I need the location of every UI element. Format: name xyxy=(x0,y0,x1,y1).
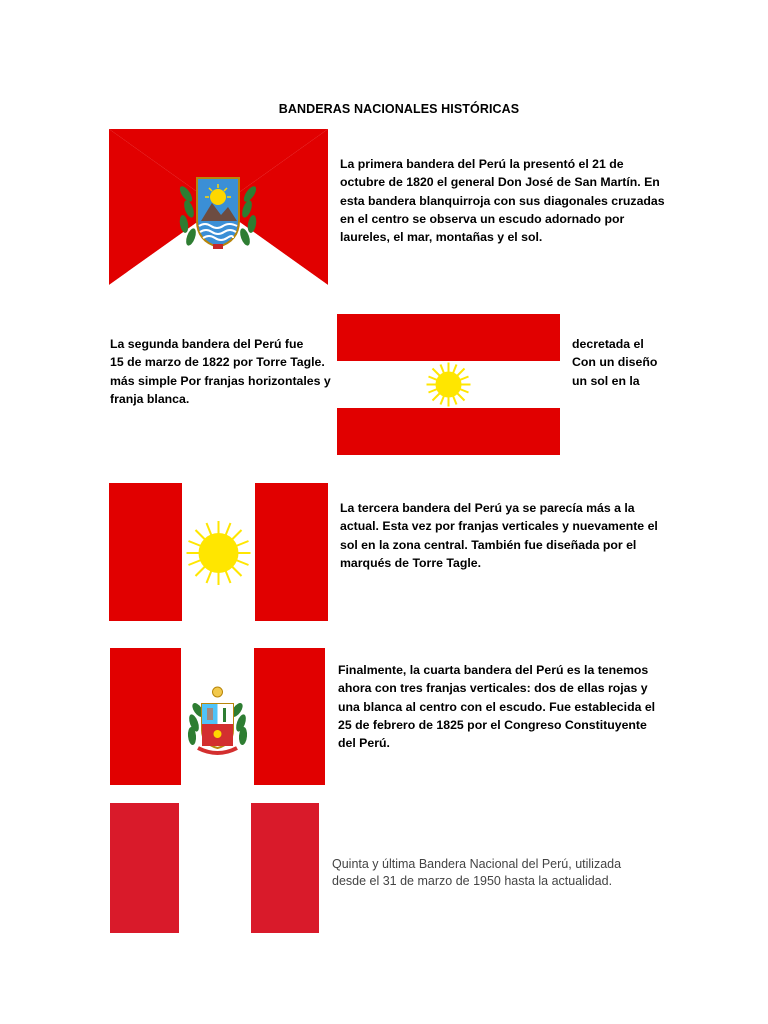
first-flag-description xyxy=(340,155,670,246)
text-line: 25 de febrero de 1825 por el Congreso Constituyente xyxy=(338,717,647,732)
text-line: decretada el xyxy=(572,337,644,351)
text-line: 15 de marzo de 1822 por Torre Tagle. xyxy=(110,355,325,370)
text-line: actual. Esta vez por franjas verticales y nuevamente el xyxy=(340,519,658,534)
text-line: esta bandera blanquirroja con sus diagonales cruzadas xyxy=(340,193,665,208)
text-line: más simple Por franjas horizontales y xyxy=(110,373,331,388)
second-flag-description-left xyxy=(110,335,340,408)
second-flag-description-right xyxy=(572,335,672,390)
first-flag-icon xyxy=(109,129,328,285)
text-line: La segunda bandera del Perú fue xyxy=(110,337,304,351)
text-line: un sol en la xyxy=(572,373,640,388)
text-line: laureles, el mar, montañas y el sol. xyxy=(340,230,543,245)
fourth-flag-icon xyxy=(110,648,325,785)
text-line: desde el 31 de marzo de 1950 hasta la actualidad. xyxy=(332,874,613,888)
text-line: del Perú. xyxy=(338,736,390,751)
fifth-flag-description xyxy=(332,856,662,890)
text-line: La primera bandera del Perú la presentó el 21 de xyxy=(340,157,624,171)
text-line: franja blanca. xyxy=(110,391,190,406)
fifth-flag-icon xyxy=(110,803,319,933)
fifth-flag-graphic xyxy=(110,803,319,933)
third-flag-icon xyxy=(109,483,328,621)
page-title: BANDERAS NACIONALES HISTÓRICAS xyxy=(278,102,520,116)
text-line: sol en la zona central. También fue diseñada por el xyxy=(340,537,637,552)
text-line: una blanca al centro con el escudo. Fue establecida el xyxy=(338,699,656,714)
first-flag-graphic xyxy=(109,129,328,285)
text-line: ahora con tres franjas verticales: dos de ellas rojas y xyxy=(338,681,648,696)
text-line: Quinta y última Bandera Nacional del Perú, utilizada xyxy=(332,857,622,871)
text-line: Finalmente, la cuarta bandera del Perú es la tenemos xyxy=(338,663,649,677)
text-line: Con un diseño xyxy=(572,355,658,370)
text-line: marqués de Torre Tagle. xyxy=(340,555,481,570)
third-flag-graphic xyxy=(109,483,328,621)
second-flag-graphic xyxy=(337,314,560,455)
fourth-flag-graphic xyxy=(110,648,325,785)
second-flag-icon xyxy=(337,314,560,455)
text-line: La tercera bandera del Perú ya se parecía más a la xyxy=(340,501,635,515)
text-line: octubre de 1820 el general Don José de San Martín. En xyxy=(340,175,660,190)
fourth-flag-description xyxy=(338,661,668,752)
text-line: en el centro se observa un escudo adornado por xyxy=(340,211,625,226)
third-flag-description xyxy=(340,499,670,572)
